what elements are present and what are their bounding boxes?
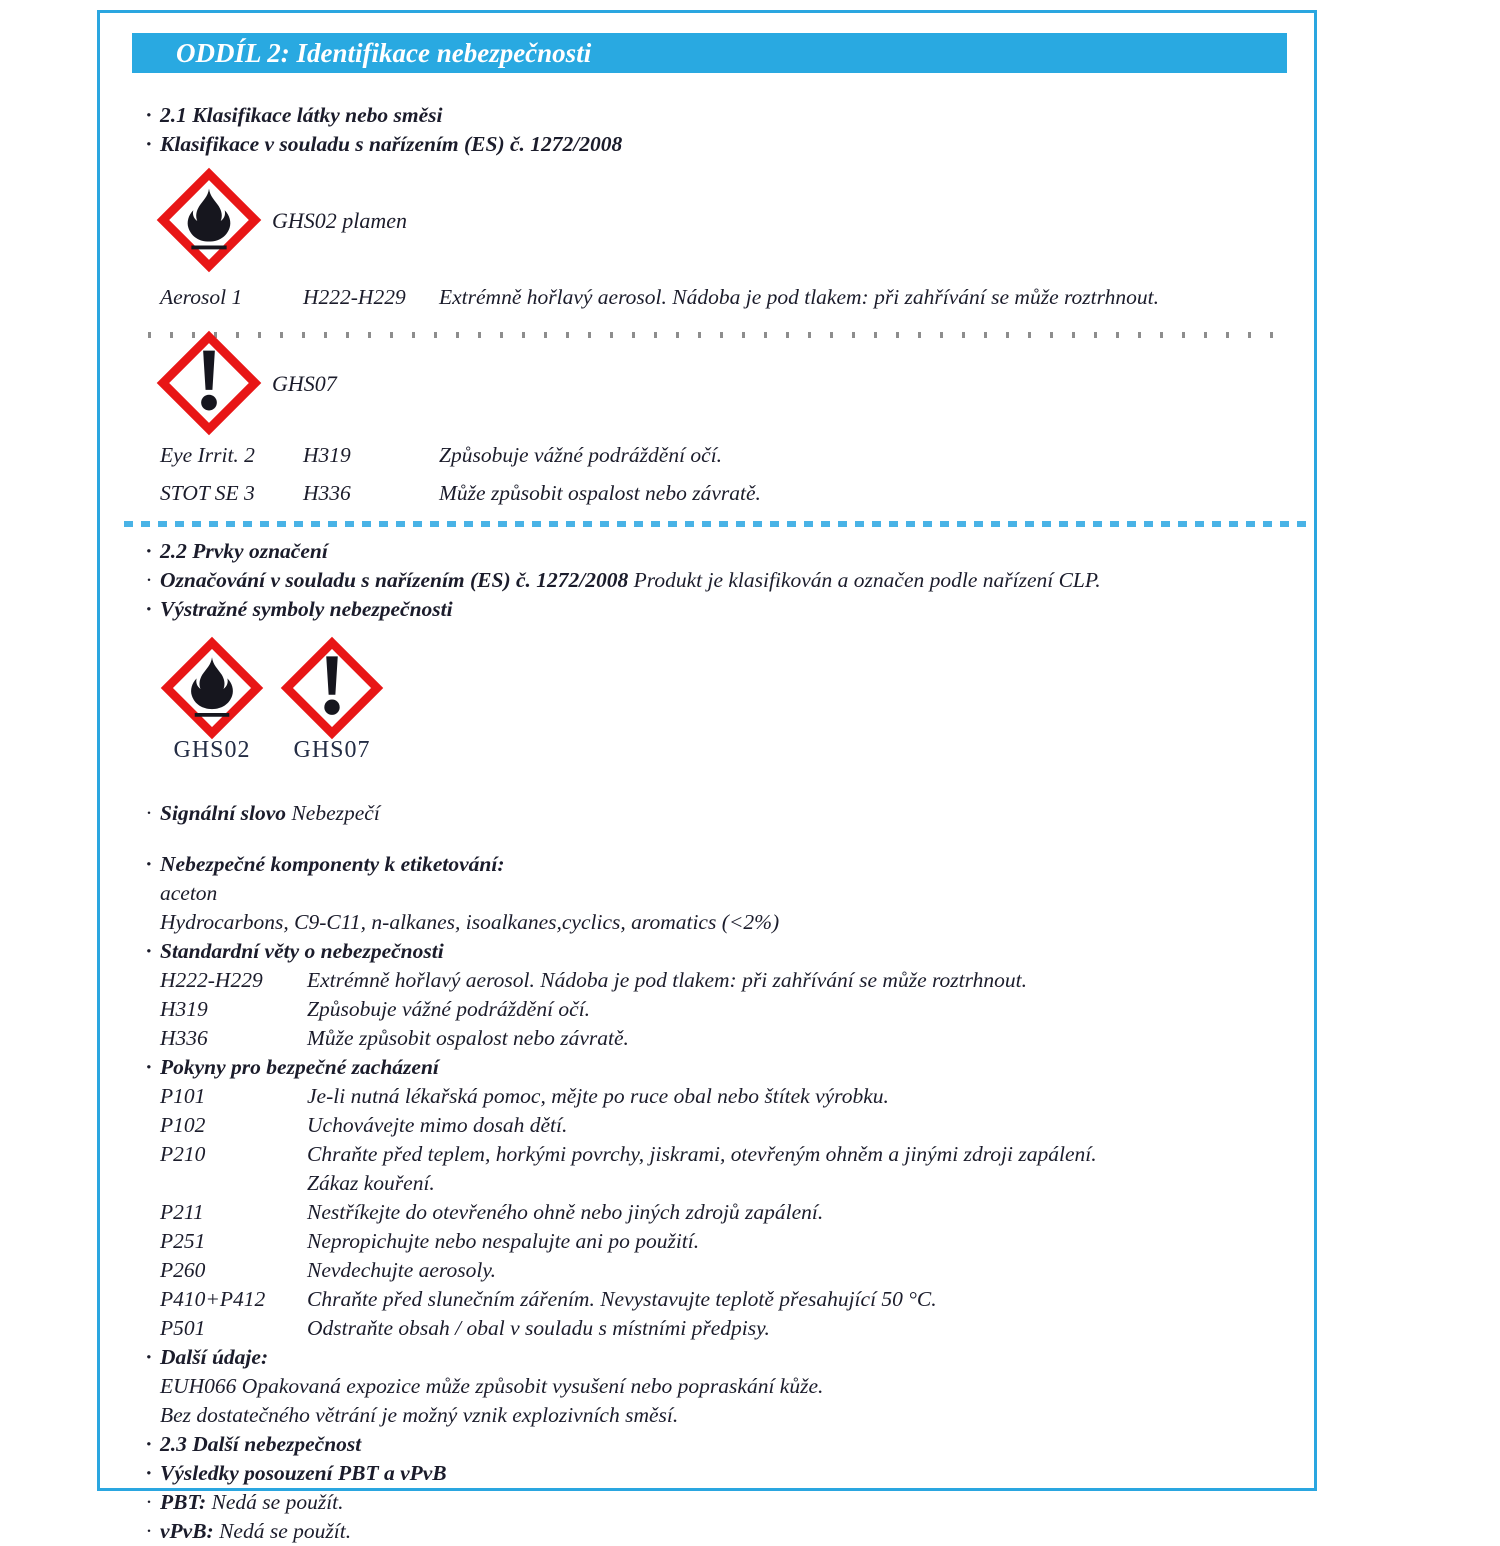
classification-row-stot [160, 474, 1284, 512]
classification-row-aerosol [160, 283, 1284, 312]
section-content [100, 73, 1314, 1546]
h-text: Může způsobit ospalost nebo závratě. [307, 1026, 629, 1050]
ghs07-label: GHS07 [272, 370, 337, 396]
pictogram-caption: GHS07 [293, 737, 371, 763]
precautionary-continuation: Zákaz kouření. [307, 1171, 435, 1195]
signal-word-label: Signální slovo [160, 801, 287, 825]
ghs02-flame-pictogram-icon [160, 171, 258, 269]
heading-classification-regulation: · Klasifikace v souladu s nařízením (ES) č. 1272/2008 [160, 130, 1284, 159]
p-code: P501 [160, 1316, 206, 1340]
heading-2-1: · 2.1 Klasifikace látky nebo směsi [160, 101, 1284, 130]
pictogram-figure-ghs07 [280, 640, 384, 765]
h-code: H336 [160, 1026, 208, 1050]
heading-pbt-vpvb: · Výsledky posouzení PBT a vPvB [160, 1459, 1284, 1488]
heading-2-2: · 2.2 Prvky označení [160, 537, 1284, 566]
signal-word-line [160, 799, 1284, 828]
ghs07-row [160, 334, 1284, 432]
p-text: Je-li nutná lékařská pomoc, mějte po ruce obal nebo štítek výrobku. [307, 1084, 889, 1108]
ghs02-row [160, 171, 1284, 269]
precautionary-row [160, 1140, 1284, 1169]
labelling-regulation-line [160, 566, 1284, 595]
classification-row-eye-irrit [160, 436, 1284, 474]
p-code: P211 [160, 1200, 204, 1224]
precautionary-row [160, 1198, 1284, 1227]
hazard-code: H336 [303, 481, 351, 505]
pbt-line [160, 1488, 1284, 1517]
p-code: P260 [160, 1258, 206, 1282]
section-title-bar [132, 33, 1287, 73]
p-code: P210 [160, 1142, 206, 1166]
ghs07-exclamation-pictogram-icon [284, 640, 380, 736]
heading-warning-symbols: · Výstražné symboly nebezpečnosti [160, 595, 1284, 624]
precautionary-row [160, 1111, 1284, 1140]
heading-hazard-components: · Nebezpečné komponenty k etiketování: [160, 850, 1284, 879]
vpvb-value: Nedá se použít. [219, 1519, 352, 1543]
p-code: P101 [160, 1084, 206, 1108]
p-text: Odstraňte obsah / obal v souladu s místními předpisy. [307, 1316, 770, 1340]
other-data-line: Bez dostatečného větrání je možný vznik explozivních směsí. [160, 1403, 679, 1427]
section-title: ODDÍL 2: Identifikace nebezpečnosti [176, 38, 592, 68]
ghs02-flame-pictogram-icon [164, 640, 260, 736]
heading-other-data: · Další údaje: [160, 1343, 1284, 1372]
pictogram-figure-ghs02 [160, 640, 264, 765]
hazard-category: STOT SE 3 [160, 481, 255, 505]
other-data-line: EUH066 Opakovaná expozice může způsobit vysušení nebo popraskání kůže. [160, 1374, 824, 1398]
precautionary-row [160, 1314, 1284, 1343]
labelling-regulation-text: Produkt je klasifikován a označen podle nařízení CLP. [633, 568, 1101, 592]
p-text: Nepropichujte nebo nespalujte ani po použití. [307, 1229, 700, 1253]
hazard-text: Způsobuje vážné podráždění očí. [439, 443, 723, 467]
hazard-statement-row [160, 966, 1284, 995]
p-text: Chraňte před teplem, horkými povrchy, jiskrami, otevřeným ohněm a jinými zdroji zapálení. [307, 1142, 1097, 1166]
hazard-code: H222-H229 [303, 285, 406, 309]
heading-hazard-statements: · Standardní věty o nebezpečnosti [160, 937, 1284, 966]
ghs07-exclamation-pictogram-icon [160, 334, 258, 432]
vpvb-label: vPvB: [160, 1519, 214, 1543]
hazard-category: Aerosol 1 [160, 285, 243, 309]
precautionary-row [160, 1285, 1284, 1314]
pictogram-caption: GHS02 [173, 737, 251, 763]
heading-2-3: · 2.3 Další nebezpečnost [160, 1430, 1284, 1459]
signal-word-value: Nebezpečí [291, 801, 380, 825]
h-text: Způsobuje vážné podráždění očí. [307, 997, 591, 1021]
h-text: Extrémně hořlavý aerosol. Nádoba je pod tlakem: při zahřívání se může roztrhnout. [307, 968, 1027, 992]
hazard-text: Může způsobit ospalost nebo závratě. [439, 481, 761, 505]
component-item: aceton [160, 881, 218, 905]
vpvb-line [160, 1517, 1284, 1546]
precautionary-row [160, 1082, 1284, 1111]
precautionary-row [160, 1227, 1284, 1256]
p-code: P251 [160, 1229, 206, 1253]
p-text: Nestříkejte do otevřeného ohně nebo jiných zdrojů zapálení. [307, 1200, 824, 1224]
hazard-code: H319 [303, 443, 351, 467]
ghs02-label: GHS02 plamen [272, 207, 408, 233]
pbt-label: PBT: [160, 1490, 207, 1514]
p-code: P410+P412 [160, 1287, 266, 1311]
hazard-statement-row [160, 1024, 1284, 1053]
hazard-category: Eye Irrit. 2 [160, 443, 255, 467]
p-text: Chraňte před slunečním zářením. Nevystavujte teplotě přesahující 50 °C. [307, 1287, 937, 1311]
blue-dashed-separator [124, 521, 1310, 527]
h-code: H319 [160, 997, 208, 1021]
sds-section-2-panel [97, 10, 1317, 1543]
pbt-value: Nedá se použít. [211, 1490, 344, 1514]
pictogram-pair [160, 640, 1284, 765]
labelling-regulation-label: Označování v souladu s nařízením (ES) č. 1272/2008 [160, 568, 629, 592]
p-text: Uchovávejte mimo dosah dětí. [307, 1113, 568, 1137]
precautionary-row [160, 1256, 1284, 1285]
h-code: H222-H229 [160, 968, 263, 992]
component-item: Hydrocarbons, C9-C11, n-alkanes, isoalkanes,cyclics, aromatics (<2%) [160, 910, 780, 934]
heading-precautionary: · Pokyny pro bezpečné zacházení [160, 1053, 1284, 1082]
p-text: Nevdechujte aerosoly. [307, 1258, 497, 1282]
hazard-text: Extrémně hořlavý aerosol. Nádoba je pod tlakem: při zahřívání se může roztrhnout. [439, 285, 1159, 309]
p-code: P102 [160, 1113, 206, 1137]
hazard-statement-row [160, 995, 1284, 1024]
